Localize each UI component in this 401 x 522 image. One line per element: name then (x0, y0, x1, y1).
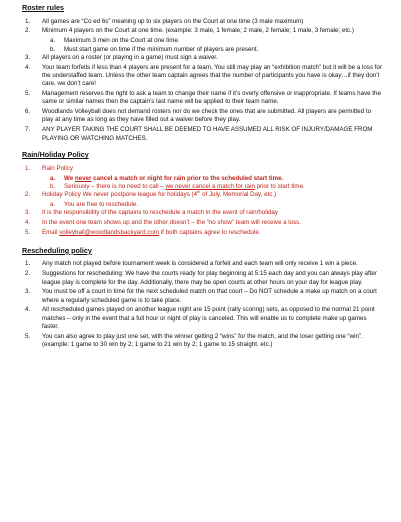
rain-policy-a: a. We never cancel a match or night for rain prior to the scheduled start time. (50, 174, 284, 182)
reschedule-responsibility-item: 3. It is the responsibility of the captains to reschedule a match in the event of rain/holiday (25, 209, 278, 217)
email-item: 5. Email volleyball@woodlandsbackyard.com if both captains agree to reschedule. (25, 229, 261, 237)
roster-rules-list (22, 18, 383, 143)
roster-rule-6: 6. Woodlands Volleyball does not demand rosters nor do we check the ones that are submitted. All players are permitted to play at any time as long as they have filled out a waiver before they play. (25, 108, 372, 124)
roster-rule-2a: a. Maximum 3 men on the Court at one time. (50, 37, 180, 45)
roster-rule-1: 1. All games are “Co ed 6s” meaning up to six players on the Court at one time (3 male maximum) (25, 17, 304, 25)
roster-rule-2b: b. Must start game on time if the minimum number of players are present. (50, 45, 259, 53)
resched-item-2: 2. Suggestions for rescheduling: We have the courts ready for play beginning at 5:15 each day and you can always play after league play is complete for the day. Additionally, there may be open courts at other hours on your day for league play. (25, 270, 377, 286)
resched-item-3: 3. You must be off a court in time for the next scheduled match on that court – Do NOT schedule a make up match on a court where a regularly scheduled game is to take place. (25, 288, 377, 304)
resched-item-1: 1. Any match not played before tournament week is considered a forfeit and each team will only receive 1 win a piece. (25, 260, 358, 268)
rescheduling-heading: Rescheduling policy (22, 245, 92, 255)
roster-rule-5: 5. Management reserves the right to ask a team to change their name if it’s overly offensive or inappropriate. If teams have the same or similar names then the captain’s last name will be applied to their team name. (25, 90, 381, 106)
roster-rule-3: 3. All players on a roster (or playing in a game) must sign a waiver. (25, 53, 218, 61)
rain-policy-b: b. Seriously – there is no need to call – we never cancel a match for rain prior to start time. (50, 183, 305, 191)
resched-item-4: 4. All rescheduled games played on another league night are 15 point (rally scoring) sets, as opposed to the normal 21 point matches – only in the event that a full hour or night of play is canceled. This will enable us to complete make up games faster. (25, 306, 375, 331)
roster-rule-4: 4. Your team forfeits if less than 4 players are present for a team. You still may play an “exhibition match” but it will be a loss for the understaffed team. Unless the other team captain agrees that the number of participants you have is okay…if they don’t care, we don’t care! (25, 63, 382, 88)
roster-rule-2: 2. Minimum 4 players on the Court at one time. (example: 3 male, 1 female; 2 male, 2 female; 1 male, 3 female; etc.) (25, 27, 354, 35)
resched-item-5: 5. You can also agree to play just one set, with the winner getting 2 “wins” for the match, and the loser getting one “win”. (example: 1 game to 30 win by 2; 1 game to 21 win by 2; 1 game to 15 straight. etc.) (25, 332, 363, 349)
roster-rule-7: 7. ANY PLAYER TAKING THE COURT SHALL BE DEEMED TO HAVE ASSUMED ALL RISK OF INJURY/DAMAGE FROM PLAYING OR WATCHING MATCHES. (25, 126, 373, 142)
no-show-item: 4. In the event one team shows up and the other doesn’t – the “no show” team will receive a loss. (25, 219, 301, 227)
holiday-policy-a: a. You are free to reschedule. (50, 201, 139, 209)
rain-holiday-list (22, 165, 383, 237)
holiday-policy-item: 2. Holiday Policy We never postpone league for holidays (4th of July, Memorial Day, etc.) (25, 189, 277, 199)
rescheduling-list (22, 260, 383, 349)
rain-holiday-heading: Rain/Holiday Policy (22, 150, 89, 160)
email-link[interactable]: volleyball@woodlandsbackyard.com (59, 229, 160, 237)
roster-rules-heading: Roster rules (22, 3, 64, 12)
rain-policy-item: 1. Rain Policy (25, 164, 73, 172)
